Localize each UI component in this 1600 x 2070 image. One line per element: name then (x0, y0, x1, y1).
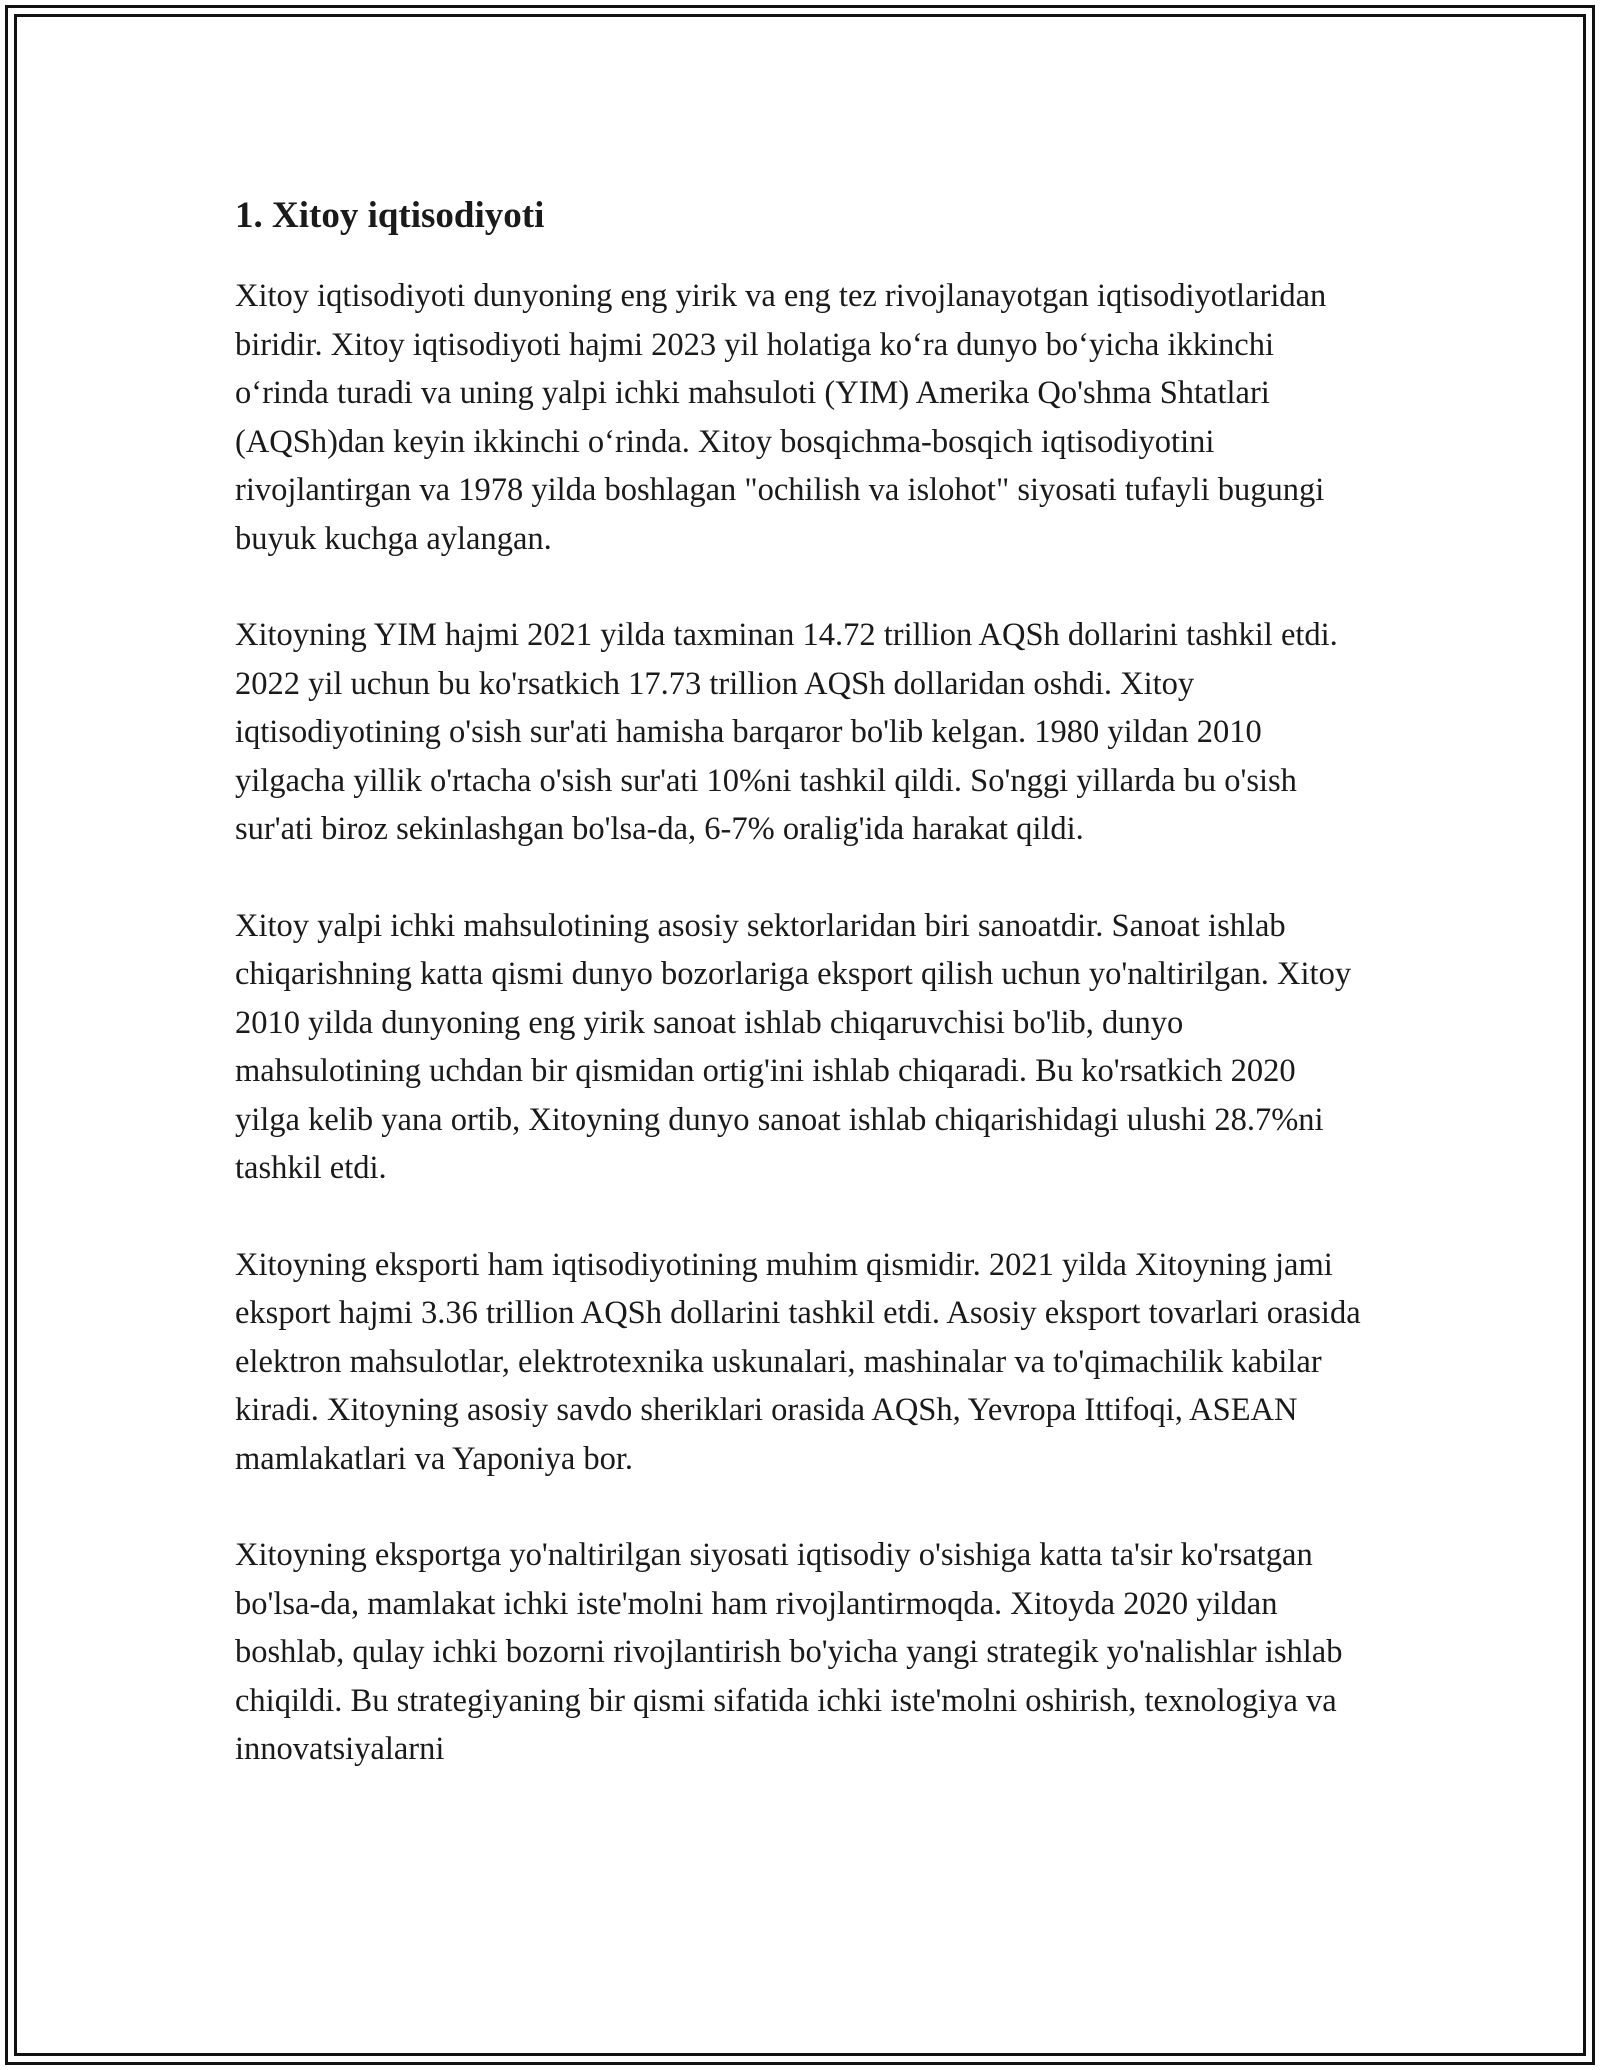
document-body (235, 188, 1365, 1822)
paragraph-1: Xitoy iqtisodiyoti dunyoning eng yirik va eng tez rivojlanayotgan iqtisodiyotlaridan biridir. Xitoy iqtisodiyoti hajmi 2023 yil holatiga ko‘ra dunyo bo‘yicha ikkinchi o‘rinda turadi va uning yalpi ichki mahsuloti (YIM) Amerika Qo'shma Shtatlari (AQSh)dan keyin ikkinchi o‘rinda. Xitoy bosqichma-bosqich iqtisodiyotini rivojlantirgan va 1978 yilda boshlagan "ochilish va islohot" siyosati tufayli bugungi buyuk kuchga aylangan. (235, 278, 1327, 557)
paragraph-3: Xitoy yalpi ichki mahsulotining asosiy sektorlaridan biri sanoatdir. Sanoat ishlab chiqarishning katta qismi dunyo bozorlariga eksport qilish uchun yo'naltirilgan. Xitoy 2010 yilda dunyoning eng yirik sanoat ishlab chiqaruvchisi bo'lib, dunyo mahsulotining uchdan bir qismidan ortig'ini ishlab chiqaradi. Bu ko'rsatkich 2020 yilga kelib yana ortib, Xitoyning dunyo sanoat ishlab chiqarishidagi ulushi 28.7%ni tashkil etdi. (235, 907, 1352, 1186)
paragraph-5: Xitoyning eksportga yo'naltirilgan siyosati iqtisodiy o'sishiga katta ta'sir ko'rsatgan bo'lsa-da, mamlakat ichki iste'molni ham rivojlantirmoqda. Xitoyda 2020 yildan boshlab, qulay ichki bozorni rivojlantirish bo'yicha yangi strategik yo'nalishlar ishlab chiqildi. Bu strategiyaning bir qismi sifatida ichki iste'molni oshirish, texnologiya va innovatsiyalarni (235, 1537, 1343, 1767)
paragraph-4: Xitoyning eksporti ham iqtisodiyotining muhim qismidir. 2021 yilda Xitoyning jami eksport hajmi 3.36 trillion AQSh dollarini tashkil etdi. Asosiy eksport tovarlari orasida elektron mahsulotlar, elektrotexnika uskunalari, mashinalar va to'qimachilik kabilar kiradi. Xitoyning asosiy savdo sheriklari orasida AQSh, Yevropa Ittifoqi, ASEAN mamlakatlari va Yaponiya bor. (235, 1246, 1361, 1477)
paragraph-2: Xitoyning YIM hajmi 2021 yilda taxminan 14.72 trillion AQSh dollarini tashkil etdi. 2022 yil uchun bu ko'rsatkich 17.73 trillion AQSh dollaridan oshdi. Xitoy iqtisodiyotining o'sish sur'ati hamisha barqaror bo'lib kelgan. 1980 yildan 2010 yilgacha yillik o'rtacha o'sish sur'ati 10%ni tashkil qildi. So'nggi yillarda bu o'sish sur'ati biroz sekinlashgan bo'lsa-da, 6-7% oralig'ida harakat qildi. (235, 617, 1338, 847)
section-heading: 1. Xitoy iqtisodiyoti (235, 195, 545, 236)
